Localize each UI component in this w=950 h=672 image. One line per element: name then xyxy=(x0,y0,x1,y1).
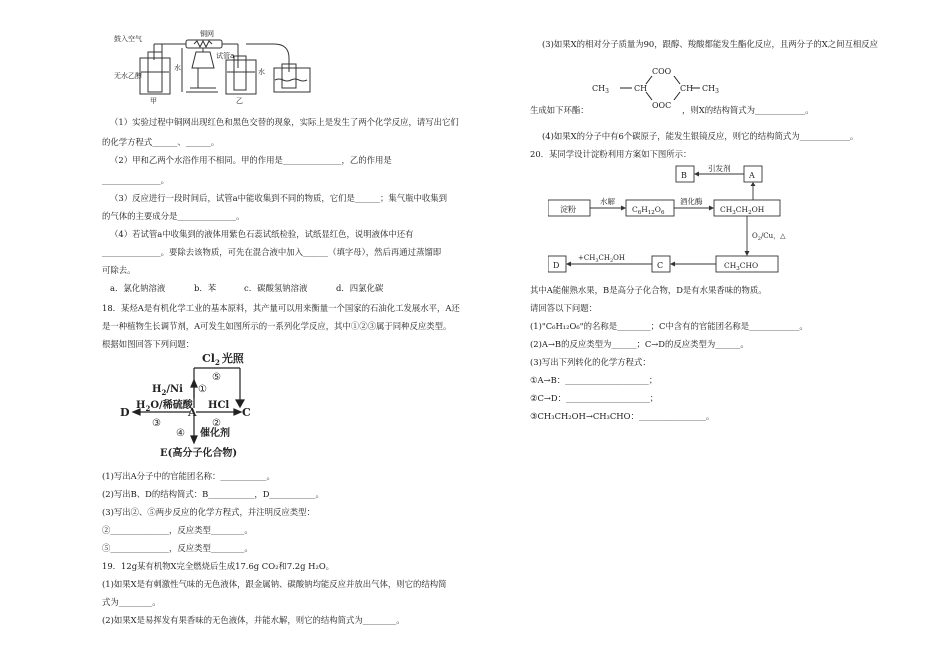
q17-p2-a: （2）甲和乙两个水浴作用不相同。甲的作用是______________，乙的作用是 xyxy=(110,155,392,165)
flow-cu: /Cu，△ xyxy=(760,232,786,240)
reaction-scheme xyxy=(114,350,274,462)
flow-glucose-c: C xyxy=(632,205,638,214)
label-water1: 水 xyxy=(174,64,181,72)
flow-o2: O xyxy=(752,232,758,240)
q20-s3b: ②C→D：____________________； xyxy=(530,393,659,403)
svg-text:H2O/稀硫酸 xyxy=(136,398,194,413)
flow-plus-3: 3 xyxy=(595,258,599,264)
q20-intro: 20．某同学设计淀粉利用方案如下图所示： xyxy=(530,149,692,159)
ring-ooc: OOC xyxy=(652,101,672,110)
flow-acetald-3: 3 xyxy=(736,266,740,272)
scheme-cat: 催化剂 xyxy=(200,428,230,439)
q17-p4-a: （4）若试管a中收集到的液体用紫色石蕊试纸检验，试纸显红色，说明液体中还有 xyxy=(110,229,414,239)
ring-ch-right: CH xyxy=(680,84,694,93)
label-water2: 水 xyxy=(258,68,265,76)
flow-ethanol-2: 2 xyxy=(748,210,752,216)
flow-acetald-ch: CH xyxy=(724,261,737,270)
scheme-c5: ⑤ xyxy=(212,372,221,383)
q17-p3-a: （3）反应进行一段时间后，试管a中能收集到不同的物质，它们是______；集气瓶中收集到 xyxy=(110,193,447,203)
flow-glucose-o: O xyxy=(654,205,661,214)
ring-ch-left: CH xyxy=(634,84,648,93)
flow-A: A xyxy=(749,171,755,180)
q19-s1-b: 式为________。 xyxy=(102,597,161,607)
label-tube: 试管a xyxy=(216,52,235,60)
q18-intro-c: 根据如图回答下列问题： xyxy=(102,339,195,349)
ring-ch3-right: CH xyxy=(702,84,716,93)
flow-acetald-cho: CHO xyxy=(739,261,759,270)
flow-ethanol-ch2: CH xyxy=(735,205,749,214)
q19-s3-a: (3)如果X的相对分子质量为90，跟醇、羧酸都能发生酯化反应，且两分子的X之间互相反应 xyxy=(542,39,878,49)
scheme-c4: ④ xyxy=(176,428,185,439)
q17-p4-b: ______________。要除去该物质，可先在混合液中加入______（填字母），然后再通过蒸馏即 xyxy=(102,247,442,257)
q20-desc: 其中A能催熟水果，B是高分子化合物，D是有水果香味的物质。 xyxy=(530,285,767,295)
q19-intro: 19．12g某有机物X完全燃烧后生成17.6g CO₂和7.2g H₂O。 xyxy=(102,561,335,571)
scheme-c2: ② xyxy=(212,418,221,429)
scheme-ni: /Ni xyxy=(166,384,183,395)
scheme-h2: H xyxy=(152,384,162,395)
scheme-cl2: Cl xyxy=(202,352,215,365)
q17-p4-c: 可除去。 xyxy=(102,265,136,275)
q17-p1-a: （1）实验过程中铜网出现红色和黑色交替的现象，实际上是发生了两个化学反应，请写出它们 xyxy=(110,117,459,127)
scheme-h2o-sub: 2 xyxy=(145,404,151,413)
label-yi: 乙 xyxy=(236,97,243,105)
scheme-c1: ① xyxy=(198,384,207,395)
flow-o2-sub: 2 xyxy=(757,236,761,242)
starch-flow-diagram xyxy=(548,162,798,274)
scheme-c3: ③ xyxy=(152,418,161,429)
flow-B: B xyxy=(681,171,687,180)
ring-ch3-left-sub: 3 xyxy=(605,88,609,95)
scheme-C: C xyxy=(242,406,251,419)
q18-s3: (3)写出②、⑤两步反应的化学方程式，并注明反应类型： xyxy=(102,507,315,517)
svg-text:Cl2光照 xyxy=(202,351,245,367)
flow-plus-ch: +CH xyxy=(578,254,596,262)
scheme-h2o: H xyxy=(136,400,146,411)
svg-text:C6H12O6 xyxy=(632,205,665,216)
flow-plus-ch2: CH xyxy=(598,254,610,262)
svg-text:CH3 xyxy=(592,84,609,95)
svg-text:O2/Cu，△ xyxy=(752,232,786,242)
ring-ch3-left: CH xyxy=(592,84,606,93)
q19-s2: (2)如果X是易挥发有果香味的无色液体，并能水解，则它的结构简式为________。 xyxy=(102,615,405,625)
q18-intro-a: 18．某烃A是有机化学工业的基本原料，其产量可以用来衡量一个国家的石油化工发展水平，A还 xyxy=(102,303,460,313)
q19-s4: (4)如果X的分子中有6个碳原子，能发生银镜反应，则它的结构简式为____________。 xyxy=(542,131,859,141)
q19-s3-b: 生成如下环酯： xyxy=(530,105,589,115)
label-ethanol: 无水乙醇 xyxy=(114,72,142,80)
q17-option-d: d．四氯化碳 xyxy=(336,283,384,293)
scheme-h2-sub: 2 xyxy=(161,388,167,397)
flow-initiator: 引发剂 xyxy=(708,164,731,173)
q20-s2: (2)A→B的反应类型为______；C→D的反应类型为______。 xyxy=(530,339,749,349)
q17-option-a: a．氯化钠溶液 xyxy=(110,283,166,293)
q18-s1: (1)写出A分子中的官能团名称：___________。 xyxy=(102,471,275,481)
flow-glucose-6: 6 xyxy=(637,210,642,216)
flow-ethanol-oh: OH xyxy=(751,205,765,214)
q20-s3c: ③CH₃CH₂OH→CH₃CHO：________________。 xyxy=(530,411,715,421)
flow-plus-2: 2 xyxy=(609,258,614,264)
label-jia: 甲 xyxy=(150,97,157,105)
flow-ethanol-ch: CH xyxy=(720,205,733,214)
apparatus-diagram xyxy=(114,28,314,106)
flow-glucose-h: H xyxy=(641,205,648,214)
scheme-A: A xyxy=(188,406,197,419)
flow-starch: 淀粉 xyxy=(560,205,576,214)
q18-s3a: ②______________，反应类型________。 xyxy=(102,525,253,535)
flow-hydrolysis: 水解 xyxy=(600,197,615,206)
q20-s3a: ①A→B：____________________； xyxy=(530,375,658,385)
scheme-E: E(高分子化合物) xyxy=(160,448,238,459)
q17-p2-b: ______________。 xyxy=(102,175,169,185)
scheme-D: D xyxy=(120,406,130,419)
q19-s1-a: (1)如果X是有刺激性气味的无色液体，跟金属钠、碳酸钠均能反应并放出气体，则它的结构简 xyxy=(102,579,447,589)
svg-text:+CH3CH2OH xyxy=(578,254,625,264)
q20-ask: 请回答以下问题： xyxy=(530,303,597,313)
scheme-cl2-sub: 2 xyxy=(214,358,220,367)
svg-text:CH3CH2OH xyxy=(720,205,765,216)
q20-s3: (3)写出下列转化的化学方程式： xyxy=(530,357,651,367)
q18-s2: (2)写出B、D的结构简式：B___________，D___________。 xyxy=(102,489,324,499)
q17-p1-b: 的化学方程式______、______。 xyxy=(102,137,220,147)
svg-text:CH3CHO xyxy=(724,261,758,272)
label-air: 鼓入空气 xyxy=(114,35,142,43)
q20-s1: (1)"C₆H₁₂O₆"的名称是________；C中含有的官能团名称是____________。 xyxy=(530,321,808,331)
flow-C: C xyxy=(657,261,664,270)
q19-s3-c: ，则X的结构简式为____________。 xyxy=(682,105,814,115)
label-copper: 铜网 xyxy=(200,30,214,38)
flow-plus-oh: OH xyxy=(613,254,626,262)
scheme-hcl: HCl xyxy=(208,400,230,411)
flow-glucose-12: 12 xyxy=(647,210,655,216)
svg-text:CH3 xyxy=(702,84,719,95)
q18-s3b: ⑤______________，反应类型________。 xyxy=(102,543,253,553)
ring-ch3-right-sub: 3 xyxy=(715,88,719,95)
flow-enzyme: 酒化酶 xyxy=(680,197,703,206)
svg-text:H2/Ni xyxy=(152,384,183,397)
scheme-h2o-rest: O/稀硫酸 xyxy=(150,400,193,411)
flow-glucose-6b: 6 xyxy=(660,210,665,216)
q17-option-b: b．苯 xyxy=(194,283,217,293)
flow-ethanol-3: 3 xyxy=(732,210,736,216)
q17-option-c: c．碳酸氢钠溶液 xyxy=(244,283,308,293)
q18-intro-b: 是一种植物生长调节剂，A可发生如图所示的一系列化学反应，其中①②③属于同种反应类型。 xyxy=(102,321,452,331)
flow-D: D xyxy=(553,261,560,270)
scheme-light: 光照 xyxy=(221,352,244,365)
q17-p3-b: 的气体的主要成分是______________。 xyxy=(102,211,245,221)
ring-coo: COO xyxy=(652,67,672,76)
